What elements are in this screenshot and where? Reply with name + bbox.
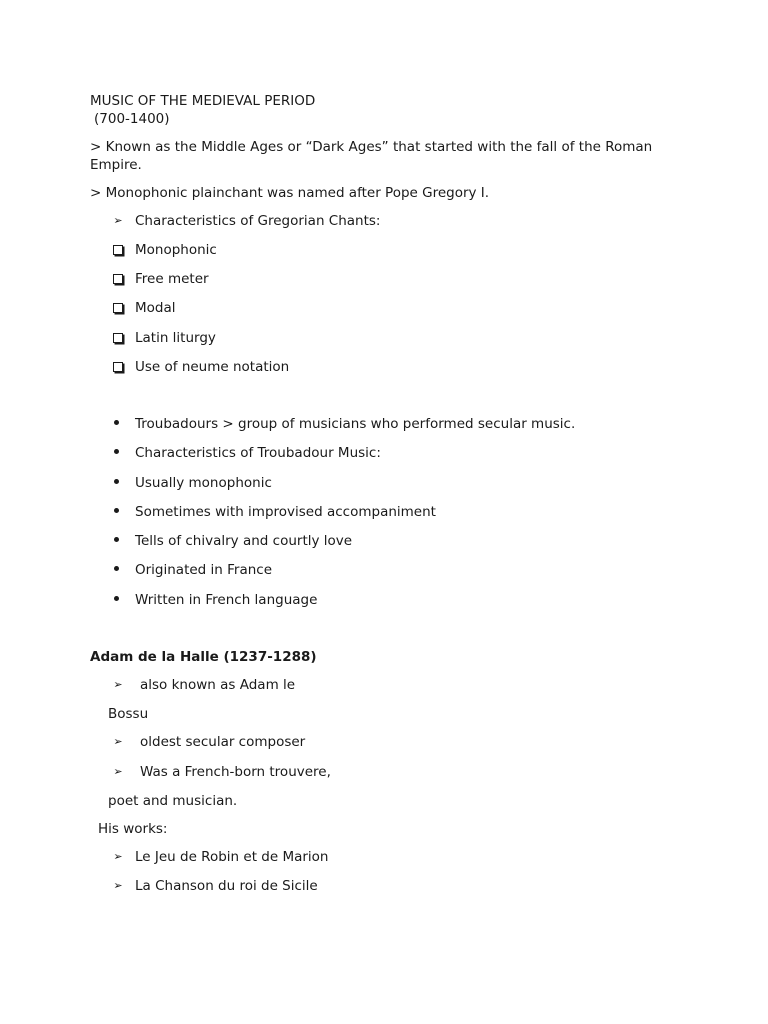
arrow-bullet-icon: ➢ [113, 678, 123, 691]
troubadour-item: Written in French language [135, 592, 318, 608]
checkbox-bullet-icon [113, 362, 123, 372]
dot-bullet-icon [114, 566, 119, 571]
gregorian-item: Free meter [135, 271, 209, 287]
troubadour-item: Sometimes with improvised accompaniment [135, 504, 436, 520]
dot-bullet-icon [114, 449, 119, 454]
checkbox-bullet-icon [113, 274, 123, 284]
adam-heading: Adam de la Halle (1237-1288) [90, 649, 317, 665]
adam-trouvere-line2: poet and musician. [108, 793, 238, 809]
work-item: Le Jeu de Robin et de Marion [135, 849, 329, 865]
gregorian-item: Modal [135, 300, 176, 316]
period-subtitle: (700-1400) [94, 111, 170, 127]
intro-paragraph-1: > Known as the Middle Ages or “Dark Ages” that started with the fall of the Roman Empire. [90, 139, 653, 173]
intro-paragraph-2: > Monophonic plainchant was named after Pope Gregory I. [90, 185, 490, 201]
arrow-bullet-icon: ➢ [113, 850, 123, 863]
arrow-bullet-icon: ➢ [113, 765, 123, 778]
work-item: La Chanson du roi de Sicile [135, 878, 318, 894]
works-label: His works: [98, 821, 168, 837]
dot-bullet-icon [114, 537, 119, 542]
troubadour-item: Usually monophonic [135, 475, 272, 491]
adam-aka-line2: Bossu [108, 706, 149, 722]
arrow-bullet-icon: ➢ [113, 879, 123, 892]
adam-trouvere-line1: Was a French-born trouvere, [140, 764, 331, 780]
gregorian-item: Use of neume notation [135, 359, 290, 375]
dot-bullet-icon [114, 596, 119, 601]
arrow-bullet-icon: ➢ [113, 735, 123, 748]
troubadour-item: Tells of chivalry and courtly love [135, 533, 353, 549]
gregorian-item: Monophonic [135, 242, 217, 258]
adam-oldest: oldest secular composer [140, 734, 306, 750]
checkbox-bullet-icon [113, 303, 123, 313]
gregorian-item: Latin liturgy [135, 330, 216, 346]
troubadour-item: Troubadours > group of musicians who performed secular music. [135, 416, 576, 432]
adam-aka-line1: also known as Adam le [140, 677, 296, 693]
checkbox-bullet-icon [113, 245, 123, 255]
dot-bullet-icon [114, 420, 119, 425]
troubadour-item: Originated in France [135, 562, 273, 578]
dot-bullet-icon [114, 508, 119, 513]
dot-bullet-icon [114, 479, 119, 484]
gregorian-heading: Characteristics of Gregorian Chants: [135, 213, 381, 229]
page-title: MUSIC OF THE MEDIEVAL PERIOD [90, 93, 316, 109]
arrow-bullet-icon: ➢ [113, 214, 123, 227]
checkbox-bullet-icon [113, 333, 123, 343]
troubadour-item: Characteristics of Troubadour Music: [135, 445, 381, 461]
